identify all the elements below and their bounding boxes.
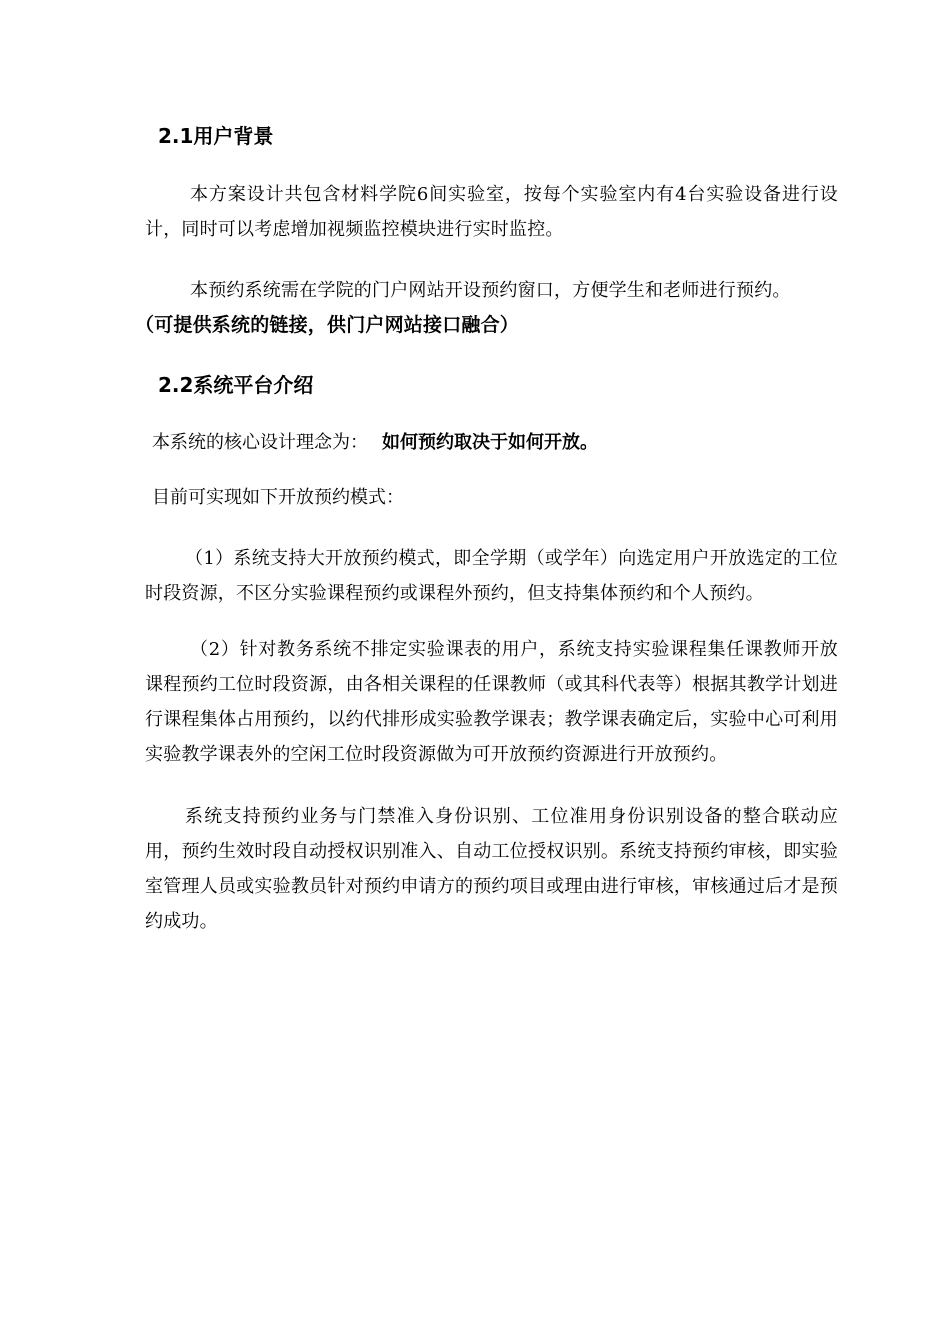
- section-heading-platform-intro: 2.2系统平台介绍: [158, 373, 314, 397]
- core-concept-line: [152, 428, 598, 458]
- booking-mode-2: （2）针对教务系统不排定实验课表的用户，系统支持实验课程集任课教师开放课程预约工位时段资源，由各相关课程的任课教师（或其科代表等）根据其教学计划进行课程集体占用预约，以约代排形成实验教学课表；教学课表确定后，实验中心可利用实验教学课表外的空闲工位时段资源做为可开放预约资源进行开放预约。: [145, 639, 838, 765]
- paragraph-lab-scope: 本方案设计共包含材料学院6间实验室，按每个实验室内有4台实验设备进行设计，同时可以考虑增加视频监控模块进行实时监控。: [145, 184, 838, 240]
- core-concept-label: 本系统的核心设计理念为：: [152, 432, 368, 453]
- paragraph-portal-booking: [135, 273, 838, 343]
- paragraph-access-control: 系统支持预约业务与门禁准入身份识别、工位准用身份识别设备的整合联动应用，预约生效时段自动授权识别准入、自动工位授权识别。系统支持预约审核，即实验室管理人员或实验教员针对预约申请方的预约项目或理由进行审核，审核通过后才是预约成功。: [145, 806, 838, 932]
- core-concept-emphasis: 如何预约取决于如何开放。: [382, 432, 598, 453]
- section-heading-user-background: 2.1用户背景: [158, 124, 274, 148]
- portal-link-note: （可提供系统的链接，供门户网站接口融合）: [135, 314, 520, 336]
- portal-booking-text: 本预约系统需在学院的门户网站开设预约窗口，方便学生和老师进行预约。: [190, 280, 791, 301]
- booking-mode-1: （1）系统支持大开放预约模式，即全学期（或学年）向选定用户开放选定的工位时段资源，不区分实验课程预约或课程外预约，但支持集体预约和个人预约。: [145, 548, 838, 604]
- booking-modes-intro: 目前可实现如下开放预约模式：: [152, 487, 404, 508]
